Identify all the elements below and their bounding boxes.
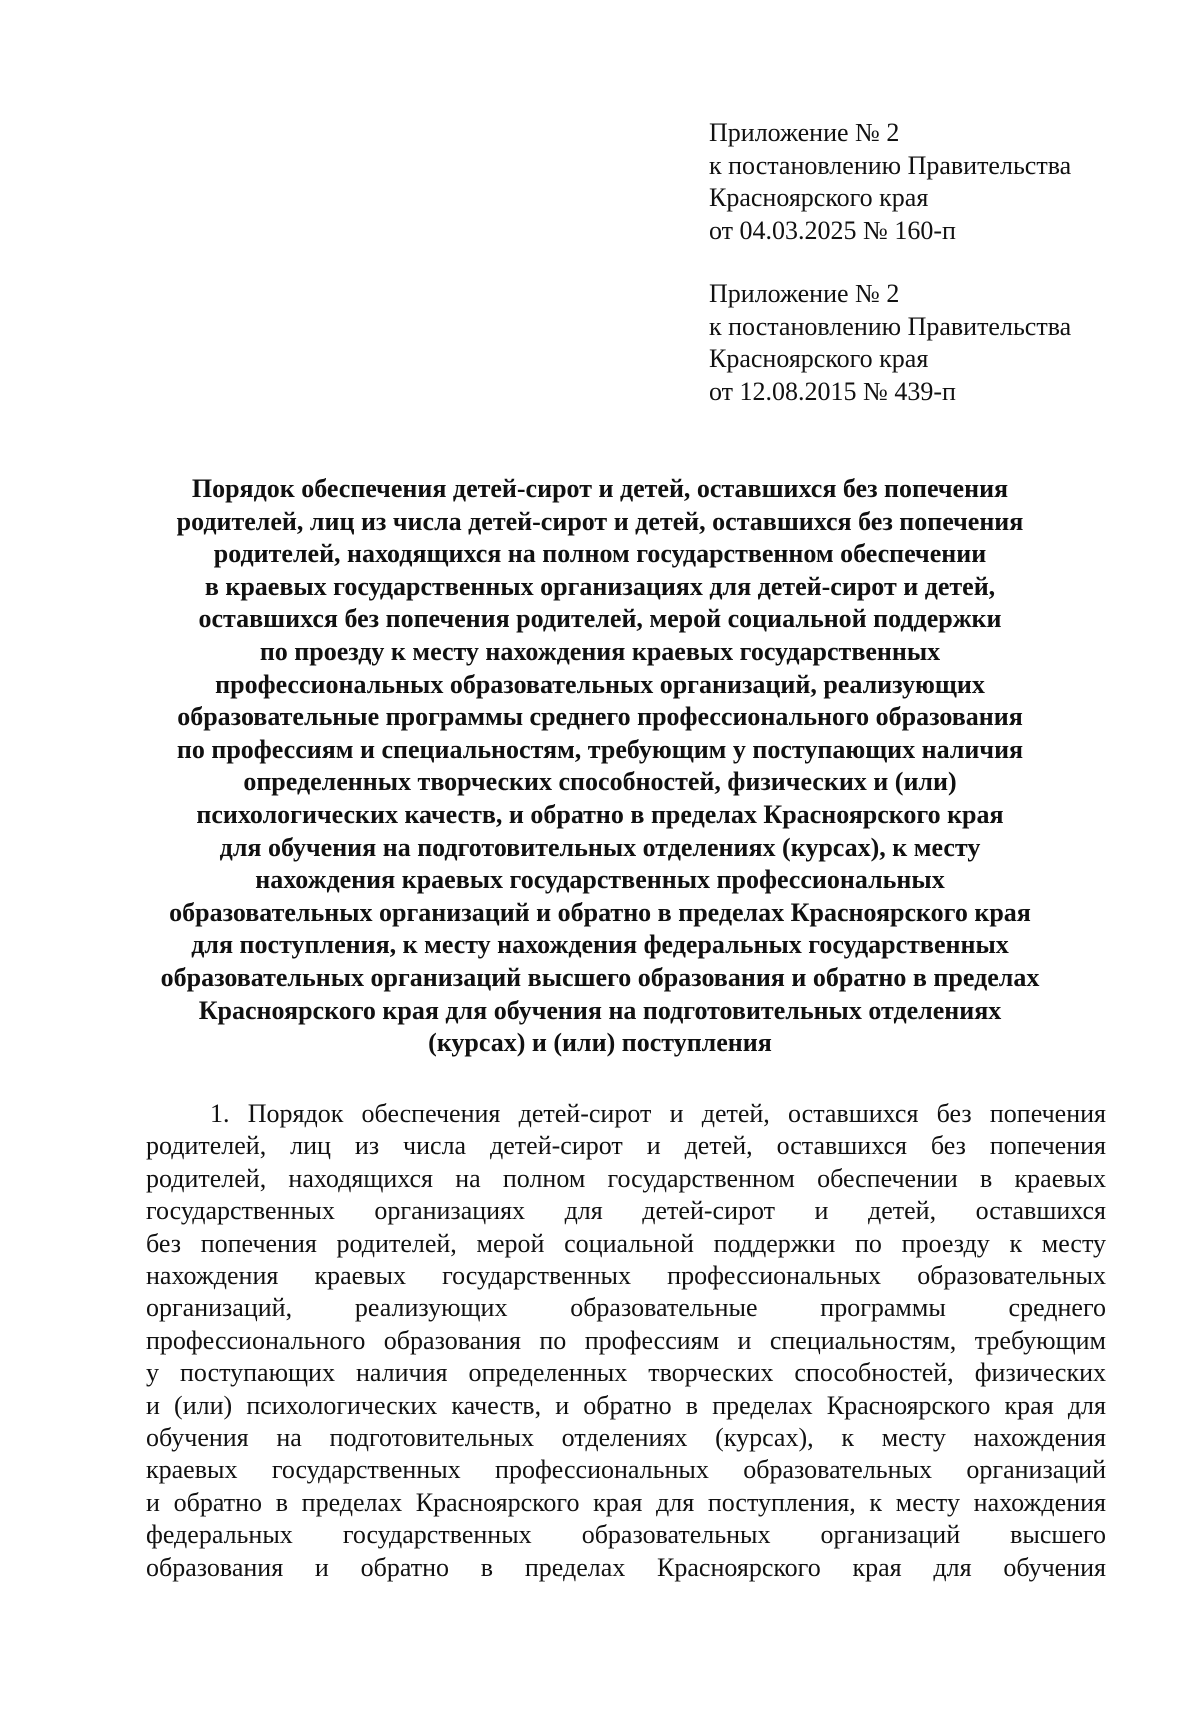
appendix-note-line: от 12.08.2015 № 439-п: [709, 376, 956, 406]
paragraph-line: государственных организациях для детей-сирот и детей, оставшихся: [146, 1196, 1106, 1226]
appendix-note-current: [709, 117, 1149, 247]
title-line: для обучения на подготовительных отделениях (курсах), к месту: [219, 832, 981, 862]
appendix-note-line: Красноярского края: [709, 183, 929, 212]
title-line: психологических качеств, и обратно в пределах Красноярского края: [196, 799, 1004, 829]
title-line: Красноярского края для обучения на подготовительных отделениях: [198, 995, 1002, 1025]
paragraph-line: профессионального образования по профессиям и специальностям, требующим: [146, 1325, 1106, 1355]
paragraph-line: у поступающих наличия определенных творческих способностей, физических: [146, 1358, 1106, 1388]
paragraph-line: краевых государственных профессиональных образовательных организаций: [146, 1455, 1106, 1485]
appendix-note-line: Красноярского края: [709, 344, 929, 373]
title-line: в краевых государственных организациях для детей-сирот и детей,: [204, 571, 996, 601]
appendix-note-line: к постановлению Правительства: [709, 311, 1072, 341]
title-line: нахождения краевых государственных профессиональных: [255, 865, 945, 895]
paragraph-line: родителей, находящихся на полном государственном обеспечении в краевых: [146, 1163, 1106, 1193]
paragraph-line: организаций, реализующих образовательные программы среднего: [146, 1293, 1106, 1323]
appendix-note-original: [709, 278, 1149, 408]
paragraph-line: федеральных государственных образовательных организаций высшего: [146, 1520, 1106, 1550]
title-line: (курсах) и (или) поступления: [428, 1028, 772, 1058]
appendix-note-line: Приложение № 2: [709, 279, 900, 308]
paragraph-line: и обратно в пределах Красноярского края для поступления, к месту нахождения: [146, 1487, 1106, 1517]
appendix-note-line: к постановлению Правительства: [709, 150, 1072, 180]
title-line: оставшихся без попечения родителей, мерой социальной поддержки: [198, 604, 1002, 634]
paragraph-line: нахождения краевых государственных профессиональных образовательных: [146, 1261, 1106, 1291]
title-line: родителей, находящихся на полном государственном обеспечении: [213, 539, 987, 569]
title-line: профессиональных образовательных организаций, реализующих: [215, 669, 985, 699]
paragraph-line: без попечения родителей, мерой социальной поддержки по проезду к месту: [146, 1228, 1106, 1258]
document-title: [130, 473, 1070, 1060]
paragraph-line: образования и обратно в пределах Красноярского края для обучения: [146, 1552, 1106, 1582]
title-line: образовательных организаций высшего образования и обратно в пределах: [160, 962, 1040, 992]
title-line: по проезду к месту нахождения краевых государственных: [259, 636, 941, 666]
paragraph-line: обучения на подготовительных отделениях (курсах), к месту нахождения: [146, 1423, 1106, 1453]
paragraph-line: 1. Порядок обеспечения детей-сирот и детей, оставшихся без попечения: [210, 1099, 1106, 1128]
paragraph-1: [146, 1098, 1106, 1584]
appendix-note-line: Приложение № 2: [709, 118, 900, 147]
title-line: по профессиям и специальностям, требующим у поступающих наличия: [176, 734, 1024, 764]
title-line: Порядок обеспечения детей-сирот и детей, оставшихся без попечения: [191, 474, 1009, 503]
title-line: родителей, лиц из числа детей-сирот и детей, оставшихся без попечения: [176, 506, 1024, 536]
title-line: определенных творческих способностей, физических и (или): [243, 767, 957, 797]
title-line: для поступления, к месту нахождения федеральных государственных: [191, 930, 1009, 960]
title-line: образовательные программы среднего профессионального образования: [177, 702, 1023, 732]
paragraph-line: и (или) психологических качеств, и обратно в пределах Красноярского края для: [146, 1390, 1106, 1420]
paragraph-line: родителей, лиц из числа детей-сирот и детей, оставшихся без попечения: [146, 1131, 1106, 1161]
appendix-note-line: от 04.03.2025 № 160-п: [709, 215, 956, 245]
title-line: образовательных организаций и обратно в пределах Красноярского края: [169, 897, 1031, 927]
